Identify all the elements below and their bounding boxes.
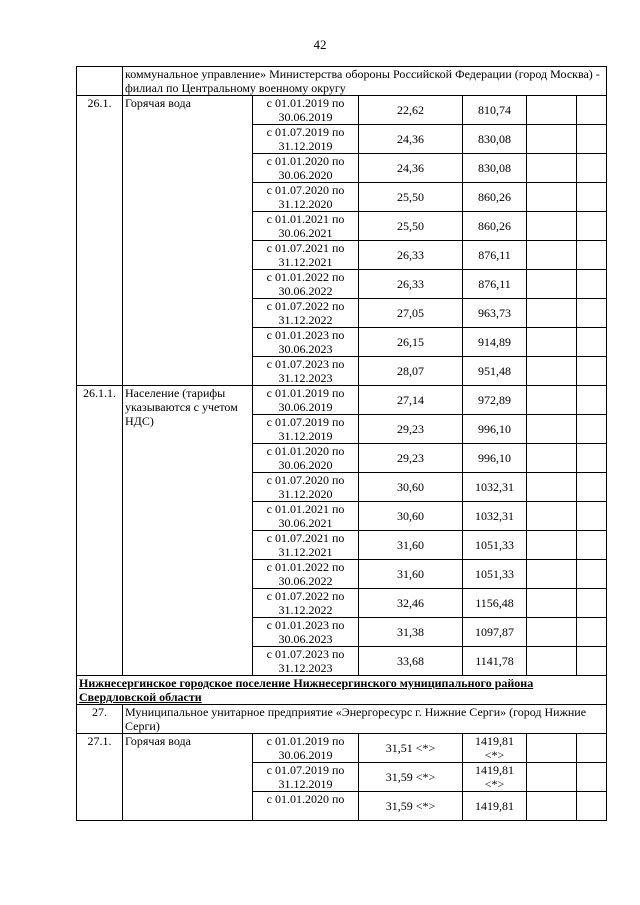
row-number-cell: 26.1. — [77, 96, 123, 386]
empty-cell — [577, 241, 607, 270]
period-cell: с 01.07.2019 по 31.12.2019 — [253, 763, 359, 792]
tariff-value-cell: 1032,31 — [463, 473, 527, 502]
empty-cell — [577, 386, 607, 415]
tariff-value-cell: 25,50 — [359, 212, 463, 241]
table-row — [77, 734, 607, 763]
tariff-value-cell: 28,07 — [359, 357, 463, 386]
tariff-value-cell: 31,59 <*> — [359, 792, 463, 821]
tariff-value-cell: 31,51 <*> — [359, 734, 463, 763]
row-number-cell: 26.1.1. — [77, 386, 123, 676]
tariff-value-cell: 24,36 — [359, 154, 463, 183]
tariff-value-cell: 972,89 — [463, 386, 527, 415]
empty-cell — [577, 792, 607, 821]
empty-cell — [527, 560, 577, 589]
service-name: Горячая вода — [123, 734, 253, 821]
tariff-value-cell: 860,26 — [463, 212, 527, 241]
empty-cell — [577, 96, 607, 125]
empty-cell — [527, 183, 577, 212]
empty-cell — [577, 183, 607, 212]
period-cell: с 01.01.2020 по 30.06.2020 — [253, 154, 359, 183]
tariff-value-cell: 951,48 — [463, 357, 527, 386]
tariff-value-cell: 25,50 — [359, 183, 463, 212]
empty-cell — [527, 618, 577, 647]
empty-cell — [577, 502, 607, 531]
empty-cell — [527, 647, 577, 676]
tariff-value-cell: 27,05 — [359, 299, 463, 328]
tariff-value-cell: 963,73 — [463, 299, 527, 328]
tariff-table — [76, 66, 607, 821]
empty-cell — [527, 792, 577, 821]
period-cell: с 01.07.2020 по 31.12.2020 — [253, 473, 359, 502]
tariff-value-cell: 33,68 — [359, 647, 463, 676]
empty-cell — [577, 357, 607, 386]
empty-cell — [577, 125, 607, 154]
organization-name: коммунальное управление» Министерства обороны Российской Федерации (город Москва) - филиал по Центральному военному округу — [123, 67, 607, 96]
period-cell: с 01.07.2019 по 31.12.2019 — [253, 125, 359, 154]
tariff-value-cell: 810,74 — [463, 96, 527, 125]
tariff-value-cell: 1156,48 — [463, 589, 527, 618]
tariff-value-cell: 27,14 — [359, 386, 463, 415]
empty-cell — [527, 299, 577, 328]
tariff-value-cell: 860,26 — [463, 183, 527, 212]
tariff-value-cell: 1419,81 <*> — [463, 763, 527, 792]
section-row — [77, 676, 607, 705]
empty-cell — [577, 473, 607, 502]
tariff-value-cell: 876,11 — [463, 270, 527, 299]
row-number-cell — [77, 67, 123, 96]
organization-name: Муниципальное унитарное предприятие «Энергоресурс г. Нижние Серги» (город Нижние Серги) — [123, 705, 607, 734]
empty-cell — [527, 386, 577, 415]
empty-cell — [527, 328, 577, 357]
tariff-value-cell: 996,10 — [463, 444, 527, 473]
period-cell: с 01.01.2019 по 30.06.2019 — [253, 386, 359, 415]
empty-cell — [577, 154, 607, 183]
empty-cell — [527, 96, 577, 125]
service-name: Горячая вода — [123, 96, 253, 386]
tariff-value-cell: 22,62 — [359, 96, 463, 125]
row-number-cell: 27.1. — [77, 734, 123, 821]
period-cell: с 01.01.2019 по 30.06.2019 — [253, 734, 359, 763]
table-row — [77, 96, 607, 125]
empty-cell — [577, 560, 607, 589]
empty-cell — [527, 531, 577, 560]
empty-cell — [577, 589, 607, 618]
period-cell: с 01.07.2021 по 31.12.2021 — [253, 531, 359, 560]
period-cell: с 01.07.2022 по 31.12.2022 — [253, 299, 359, 328]
tariff-value-cell: 996,10 — [463, 415, 527, 444]
empty-cell — [527, 357, 577, 386]
tariff-value-cell: 29,23 — [359, 444, 463, 473]
empty-cell — [527, 473, 577, 502]
empty-cell — [527, 154, 577, 183]
tariff-value-cell: 32,46 — [359, 589, 463, 618]
page-number: 42 — [313, 37, 327, 52]
tariff-value-cell: 1419,81 <*> — [463, 734, 527, 763]
empty-cell — [527, 502, 577, 531]
empty-cell — [577, 618, 607, 647]
empty-cell — [527, 415, 577, 444]
table-row — [77, 705, 607, 734]
row-number-cell: 27. — [77, 705, 123, 734]
tariff-value-cell: 31,38 — [359, 618, 463, 647]
empty-cell — [527, 444, 577, 473]
empty-cell — [527, 212, 577, 241]
tariff-value-cell: 26,33 — [359, 270, 463, 299]
empty-cell — [577, 763, 607, 792]
empty-cell — [527, 241, 577, 270]
empty-cell — [577, 299, 607, 328]
table-row — [77, 67, 607, 96]
tariff-value-cell: 30,60 — [359, 473, 463, 502]
period-cell: с 01.07.2023 по 31.12.2023 — [253, 647, 359, 676]
period-cell: с 01.01.2021 по 30.06.2021 — [253, 502, 359, 531]
tariff-value-cell: 1051,33 — [463, 531, 527, 560]
tariff-value-cell: 1141,78 — [463, 647, 527, 676]
period-cell: с 01.07.2023 по 31.12.2023 — [253, 357, 359, 386]
tariff-value-cell: 1097,87 — [463, 618, 527, 647]
tariff-value-cell: 1419,81 — [463, 792, 527, 821]
tariff-value-cell: 1032,31 — [463, 502, 527, 531]
empty-cell — [577, 212, 607, 241]
tariff-value-cell: 26,15 — [359, 328, 463, 357]
tariff-value-cell: 30,60 — [359, 502, 463, 531]
tariff-value-cell: 24,36 — [359, 125, 463, 154]
empty-cell — [577, 328, 607, 357]
period-cell: с 01.01.2023 по 30.06.2023 — [253, 328, 359, 357]
service-name: Население (тарифы указываются с учетом НДС) — [123, 386, 253, 676]
tariff-value-cell: 31,59 <*> — [359, 763, 463, 792]
period-cell: с 01.01.2023 по 30.06.2023 — [253, 618, 359, 647]
period-cell: с 01.01.2022 по 30.06.2022 — [253, 560, 359, 589]
period-cell: с 01.01.2021 по 30.06.2021 — [253, 212, 359, 241]
tariff-value-cell: 1051,33 — [463, 560, 527, 589]
tariff-value-cell: 29,23 — [359, 415, 463, 444]
empty-cell — [527, 270, 577, 299]
empty-cell — [577, 270, 607, 299]
period-cell: с 01.07.2019 по 31.12.2019 — [253, 415, 359, 444]
tariff-value-cell: 876,11 — [463, 241, 527, 270]
period-cell: с 01.07.2021 по 31.12.2021 — [253, 241, 359, 270]
tariff-value-cell: 31,60 — [359, 560, 463, 589]
period-cell: с 01.01.2019 по 30.06.2019 — [253, 96, 359, 125]
empty-cell — [577, 647, 607, 676]
period-cell: с 01.07.2020 по 31.12.2020 — [253, 183, 359, 212]
period-cell: с 01.01.2020 по 30.06.2020 — [253, 444, 359, 473]
period-cell: с 01.01.2022 по 30.06.2022 — [253, 270, 359, 299]
section-title: Нижнесергинское городское поселение Нижнесергинского муниципального района Свердловской области — [77, 676, 607, 705]
tariff-value-cell: 31,60 — [359, 531, 463, 560]
period-cell: с 01.01.2020 по — [253, 792, 359, 821]
empty-cell — [577, 444, 607, 473]
tariff-value-cell: 26,33 — [359, 241, 463, 270]
empty-cell — [527, 125, 577, 154]
empty-cell — [527, 589, 577, 618]
empty-cell — [527, 763, 577, 792]
table-row — [77, 386, 607, 415]
empty-cell — [577, 415, 607, 444]
empty-cell — [527, 734, 577, 763]
empty-cell — [577, 734, 607, 763]
empty-cell — [577, 531, 607, 560]
tariff-value-cell: 830,08 — [463, 125, 527, 154]
period-cell: с 01.07.2022 по 31.12.2022 — [253, 589, 359, 618]
tariff-value-cell: 830,08 — [463, 154, 527, 183]
tariff-value-cell: 914,89 — [463, 328, 527, 357]
